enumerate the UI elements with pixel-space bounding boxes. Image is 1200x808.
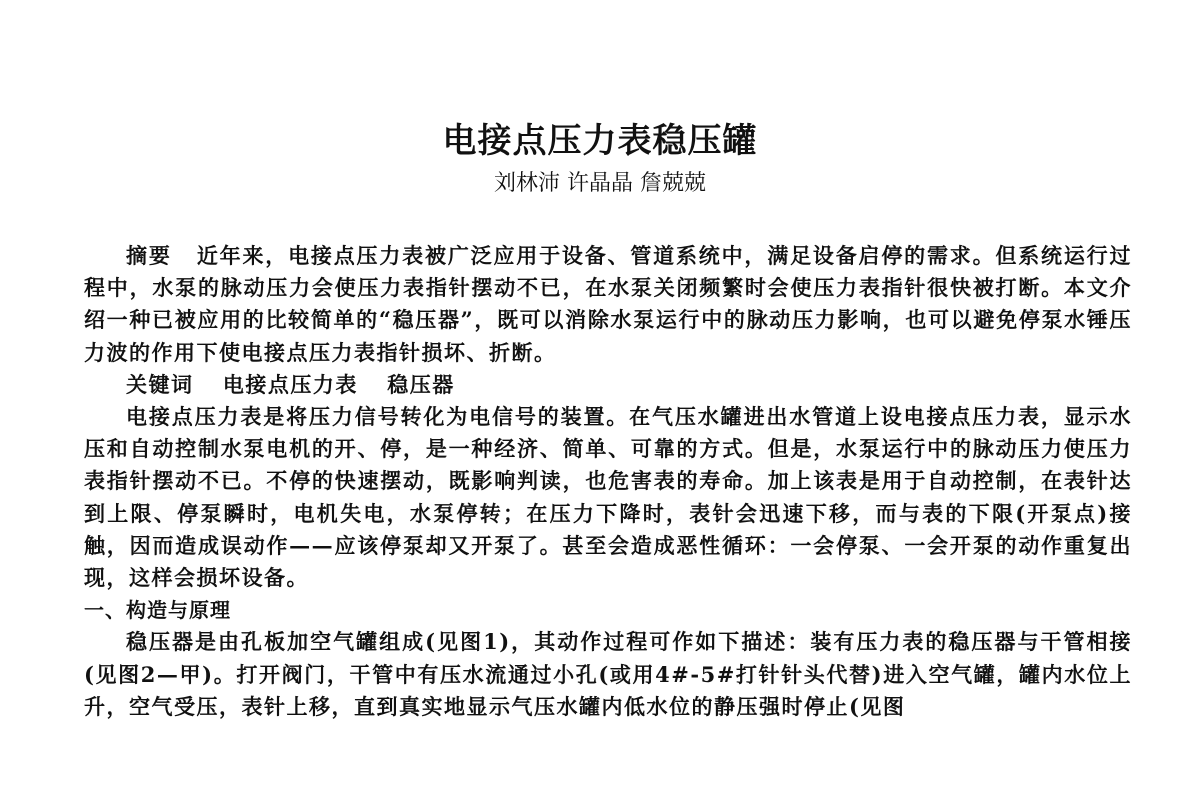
intro-paragraph: 电接点压力表是将压力信号转化为电信号的装置。在气压水罐进出水管道上设电接点压力表，显示水压和自动控制水泵电机的开、停，是一种经济、简单、可靠的方式。但是，水泵运行中的脉动压力使压力表指针摆动不已。不停的快速摆动，既影响判读，也危害表的寿命。加上该表是用于自动控制，在表针达到上限、停泵瞬时，电机失电，水泵停转；在压力下降时，表针会迅速下移，而与表的下限(开泵点)接触，因而造成误动作——应该停泵却又开泵了。甚至会造成恶性循环：一会停泵、一会开泵的动作重复出现，这样会损坏设备。 [84,404,1132,591]
keywords-line [84,369,1132,401]
abstract-paragraph [84,240,1132,369]
article-title: 电接点压力表稳压罐 [442,121,758,161]
keyword-item: 电接点压力表 [222,371,358,397]
section-paragraph: 稳压器是由孔板加空气罐组成(见图1)，其动作过程可作如下描述：装有压力表的稳压器与干管相接(见图2—甲)。打开阀门，干管中有压水流通过小孔(或用4#-5#打针针头代替)进入空气罐，罐内水位上升，空气受压，表针上移，直到真实地显示气压水罐内低水位的静压强时停止(见图 [84,629,1132,719]
author-line: 刘林沛 许晶晶 詹兢兢 [494,171,706,196]
section-heading: 一、构造与原理 [84,598,231,623]
keywords-label: 关键词 [126,371,194,397]
article-body [84,240,1132,723]
keyword-item: 稳压器 [387,371,455,397]
abstract-label: 摘要 [126,243,172,268]
abstract-text: 近年来，电接点压力表被广泛应用于设备、管道系统中，满足设备启停的需求。但系统运行过程中，水泵的脉动压力会使压力表指针摆动不已，在水泵关闭频繁时会使压力表指针很快被打断。本文介绍一种已被应用的比较简单的“稳压器”，既可以消除水泵运行中的脉动压力影响，也可以避免停泵水锤压力波的作用下使电接点压力表指针损坏、折断。 [84,243,1133,365]
